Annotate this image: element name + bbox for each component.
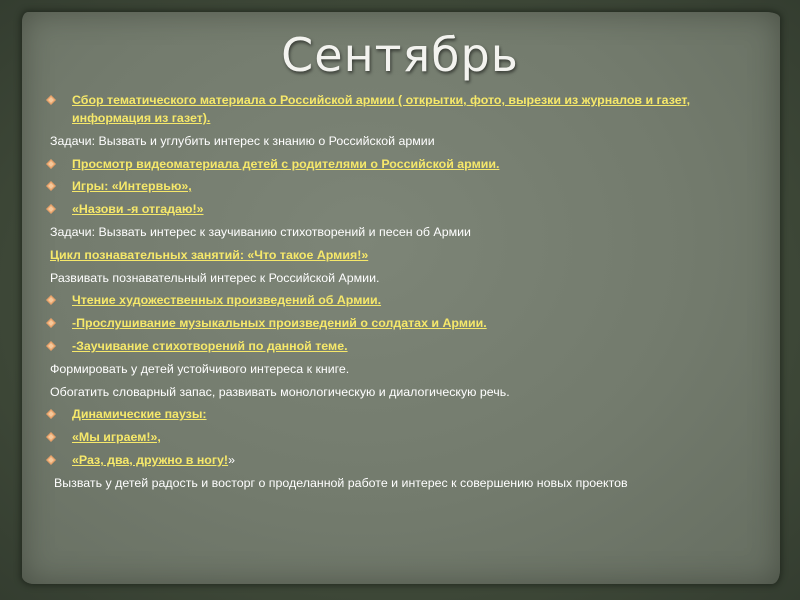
- orange-diamond-bullet-icon: [46, 204, 56, 214]
- task-text: Обогатить словарный запас, развивать монологическую и диалогическую речь.: [50, 384, 510, 399]
- list-item: [46, 177, 746, 195]
- list-item: [46, 91, 746, 127]
- task-text: Задачи: Вызвать и углубить интерес к знанию о Российской армии: [50, 133, 435, 148]
- item-link[interactable]: «Раз, два, дружно в ногу!: [72, 452, 229, 467]
- orange-diamond-bullet-icon: [46, 159, 56, 169]
- item-link[interactable]: «Мы играем!»,: [72, 430, 161, 445]
- orange-diamond-bullet-icon: [46, 455, 56, 465]
- list-item: [46, 155, 746, 173]
- item-link[interactable]: Просмотр видеоматериала детей с родителями о Российской армии.: [72, 156, 500, 171]
- list-item: [46, 314, 746, 332]
- list-item: [46, 405, 746, 423]
- list-item: [46, 451, 746, 469]
- list-item: [46, 200, 746, 218]
- task-text: Формировать у детей устойчивого интереса к книге.: [50, 361, 350, 376]
- item-link[interactable]: Чтение художественных произведений об Армии.: [72, 293, 382, 308]
- orange-diamond-bullet-icon: [46, 318, 56, 328]
- task-text: Вызвать у детей радость и восторг о проделанной работе и интерес к совершению новых проектов: [54, 475, 628, 490]
- list-item: [46, 291, 746, 309]
- orange-diamond-bullet-icon: [46, 409, 56, 419]
- list-item: [46, 337, 746, 355]
- task-text: Развивать познавательный интерес к Российской Армии.: [50, 270, 380, 285]
- slide-content: [46, 91, 746, 497]
- orange-diamond-bullet-icon: [46, 95, 56, 105]
- item-link[interactable]: Цикл познавательных занятий: «Что такое Армия!»: [50, 247, 369, 262]
- slide-title: Сентябрь: [281, 28, 519, 82]
- list-item: [46, 428, 746, 446]
- item-link[interactable]: Динамические паузы:: [72, 407, 207, 422]
- list-item: [46, 246, 746, 264]
- closing-quote: »: [228, 452, 235, 467]
- task-text: Задачи: Вызвать интерес к заучиванию стихотворений и песен об Армии: [50, 224, 471, 239]
- item-link[interactable]: Игры: «Интервью»,: [72, 179, 192, 194]
- orange-diamond-bullet-icon: [46, 341, 56, 351]
- orange-diamond-bullet-icon: [46, 181, 56, 191]
- orange-diamond-bullet-icon: [46, 432, 56, 442]
- orange-diamond-bullet-icon: [46, 295, 56, 305]
- item-link[interactable]: -Заучивание стихотворений по данной теме.: [72, 338, 348, 353]
- item-link[interactable]: «Назови -я отгадаю!»: [72, 202, 204, 217]
- item-link[interactable]: Сбор тематического материала о Российской армии ( открытки, фото, вырезки из журналов и газет, информация из газет).: [72, 93, 691, 125]
- item-link[interactable]: -Прослушивание музыкальных произведений о солдатах и Армии.: [72, 316, 487, 331]
